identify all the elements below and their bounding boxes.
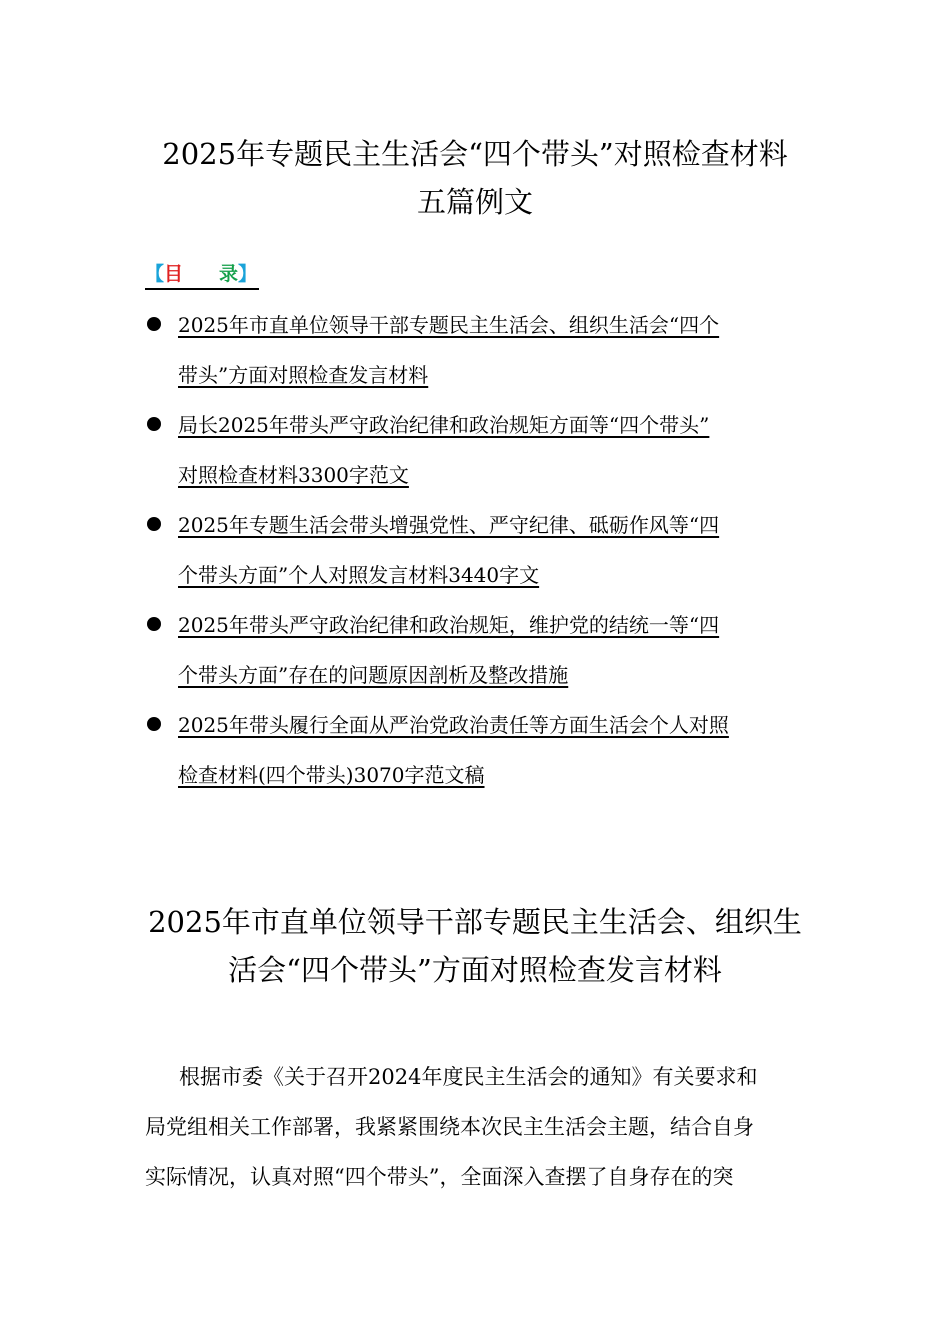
toc-link-line: 检查材料(四个带头)3070字范文稿 xyxy=(178,763,485,787)
toc-heading xyxy=(145,260,259,290)
body-line-2: 局党组相关工作部署，我紧紧围绕本次民主生活会主题，结合自身 xyxy=(145,1115,754,1139)
toc-list xyxy=(145,300,805,800)
toc-link-line: 2025年带头履行全面从严治党政治责任等方面生活会个人对照 xyxy=(178,713,729,737)
toc-link-5[interactable] xyxy=(178,700,805,800)
body-paragraph xyxy=(145,1052,810,1202)
toc-item xyxy=(145,700,805,800)
document-title-line-2: 五篇例文 xyxy=(416,185,533,219)
toc-link-2[interactable] xyxy=(178,400,805,500)
bullet-dot-icon xyxy=(147,517,161,531)
toc-link-line: 2025年市直单位领导干部专题民主生活会、组织生活会“四个 xyxy=(178,313,720,337)
toc-link-line: 2025年专题生活会带头增强党性、严守纪律、砥砺作风等“四 xyxy=(178,513,720,537)
toc-link-4[interactable] xyxy=(178,600,805,700)
section-title xyxy=(100,898,850,994)
document-title-line-1: 2025年专题民主生活会“四个带头”对照检查材料 xyxy=(162,137,788,171)
body-line-3: 实际情况，认真对照“四个带头”，全面深入查摆了自身存在的突 xyxy=(145,1165,734,1189)
toc-link-line: 带头”方面对照检查发言材料 xyxy=(178,363,429,387)
toc-link-1[interactable] xyxy=(178,300,805,400)
toc-heading-close-bracket: 】 xyxy=(238,263,258,285)
toc-link-line: 对照检查材料3300字范文 xyxy=(178,463,409,487)
body-line-1: 根据市委《关于召开2024年度民主生活会的通知》有关要求和 xyxy=(179,1065,758,1089)
section-title-line-2: 活会“四个带头”方面对照检查发言材料 xyxy=(228,953,722,987)
toc-link-line: 2025年带头严守政治纪律和政治规矩，维护党的结统一等“四 xyxy=(178,613,720,637)
toc-heading-char-1: 目 xyxy=(164,263,184,285)
toc-heading-open-bracket: 【 xyxy=(145,263,165,285)
toc-link-line: 局长2025年带头严守政治纪律和政治规矩方面等“四个带头” xyxy=(178,413,710,437)
bullet-dot-icon xyxy=(147,317,161,331)
document-title xyxy=(100,130,850,226)
toc-heading-char-2: 录 xyxy=(219,263,239,285)
bullet-dot-icon xyxy=(147,417,161,431)
toc-item xyxy=(145,300,805,400)
toc-link-line: 个带头方面”存在的问题原因剖析及整改措施 xyxy=(178,663,569,687)
toc-link-3[interactable] xyxy=(178,500,805,600)
toc-link-line: 个带头方面”个人对照发言材料3440字文 xyxy=(178,563,540,587)
section-title-line-1: 2025年市直单位领导干部专题民主生活会、组织生 xyxy=(148,905,802,939)
toc-item xyxy=(145,500,805,600)
bullet-dot-icon xyxy=(147,617,161,631)
bullet-dot-icon xyxy=(147,717,161,731)
toc-item xyxy=(145,400,805,500)
toc-item xyxy=(145,600,805,700)
